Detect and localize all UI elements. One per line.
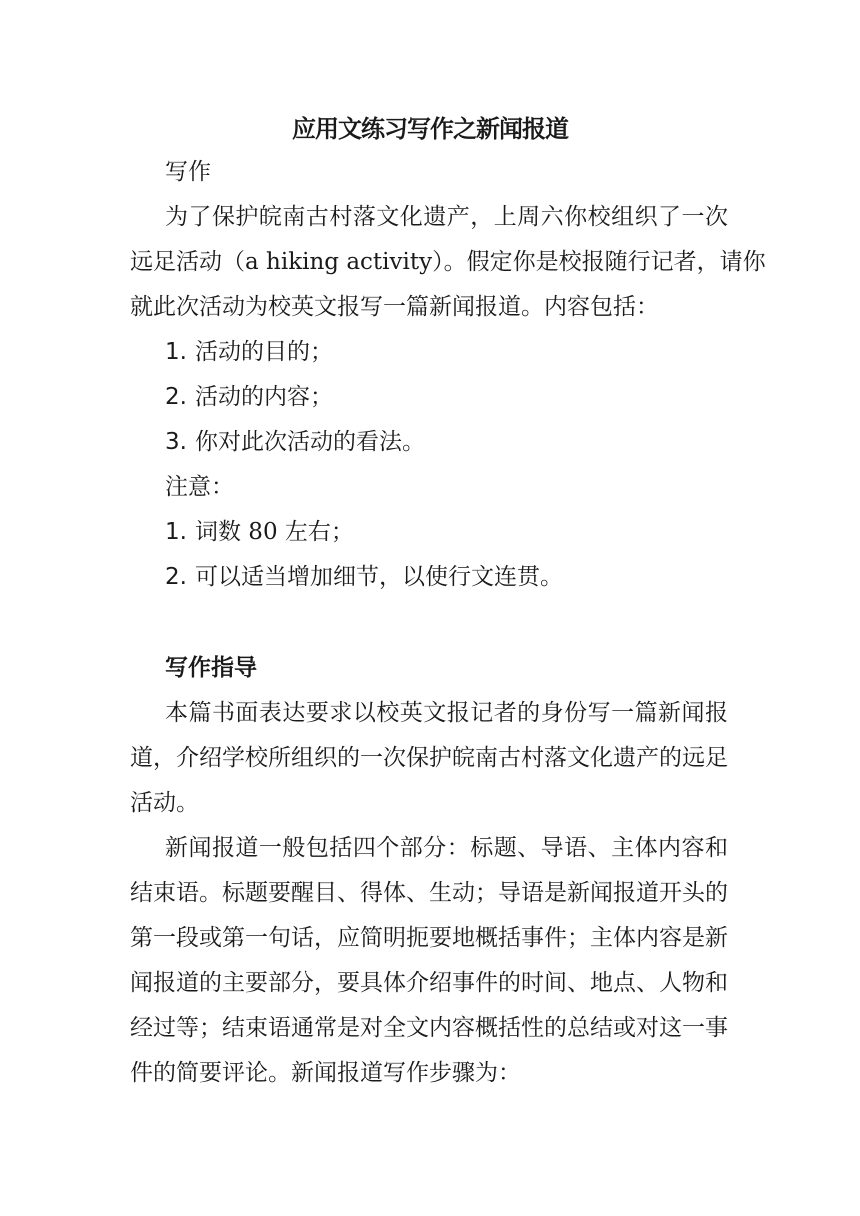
note-item-text: 词数 80 左右； (195, 519, 354, 545)
notes-label: 注意： (165, 474, 234, 500)
guide-heading: 写作指导 (165, 655, 257, 681)
list-item (165, 419, 425, 465)
writing-label: 写作 (165, 159, 211, 185)
note-item (165, 554, 563, 600)
list-item (165, 329, 333, 375)
list-item-text: 你对此次活动的看法。 (195, 429, 425, 455)
prompt-line: 为了保护皖南古村落文化遗产，上周六你校组织了一次 (165, 204, 728, 230)
prompt-line: 就此次活动为校英文报写一篇新闻报道。内容包括： (130, 294, 659, 320)
list-item-text: 活动的目的； (195, 339, 333, 365)
note-item-number: 1. (165, 519, 187, 545)
guide-paragraph-line: 新闻报道一般包括四个部分：标题、导语、主体内容和 (165, 835, 728, 861)
prompt-line: 远足活动（a hiking activity）。假定你是校报随行记者，请你 (130, 249, 766, 275)
list-item-number: 3. (165, 429, 187, 455)
list-item-text: 活动的内容； (195, 384, 333, 410)
guide-paragraph-line: 第一段或第一句话，应简明扼要地概括事件；主体内容是新 (130, 925, 728, 951)
guide-paragraph-line: 经过等；结束语通常是对全文内容概括性的总结或对这一事 (130, 1015, 728, 1041)
guide-paragraph-line: 道，介绍学校所组织的一次保护皖南古村落文化遗产的远足 (130, 745, 728, 771)
list-item (165, 374, 333, 420)
list-item-number: 2. (165, 384, 187, 410)
note-item (165, 509, 354, 555)
document-title: 应用文练习写作之新闻报道 (292, 115, 568, 143)
guide-paragraph-line: 闻报道的主要部分，要具体介绍事件的时间、地点、人物和 (130, 970, 728, 996)
guide-paragraph-line: 结束语。标题要醒目、得体、生动；导语是新闻报道开头的 (130, 880, 728, 906)
guide-paragraph-line: 活动。 (130, 790, 199, 816)
guide-paragraph-line: 件的简要评论。新闻报道写作步骤为： (130, 1060, 521, 1086)
note-item-number: 2. (165, 564, 187, 590)
guide-paragraph-line: 本篇书面表达要求以校英文报记者的身份写一篇新闻报 (165, 700, 728, 726)
note-item-text: 可以适当增加细节，以使行文连贯。 (195, 564, 563, 590)
list-item-number: 1. (165, 339, 187, 365)
